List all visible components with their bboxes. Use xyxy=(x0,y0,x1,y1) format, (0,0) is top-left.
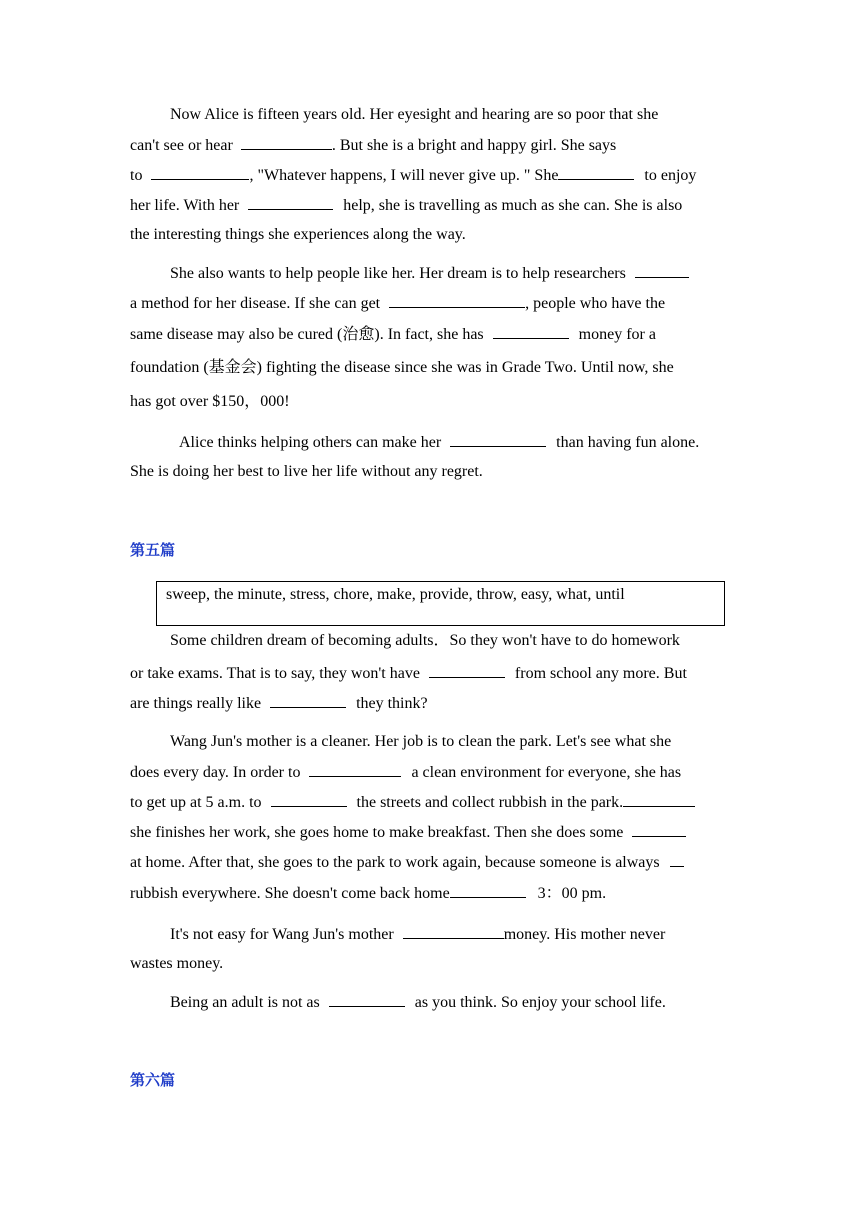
answer-blank[interactable] xyxy=(429,663,505,678)
answer-blank[interactable] xyxy=(450,883,526,898)
text-line: at home. After that, she goes to the park to work again, because someone is always xyxy=(130,852,684,873)
text-line: can't see or hear . But she is a bright and happy girl. She says xyxy=(130,137,617,154)
text-line: she finishes her work, she goes home to make breakfast. Then she does some xyxy=(130,822,686,843)
answer-blank[interactable] xyxy=(450,432,546,447)
answer-blank[interactable] xyxy=(493,324,569,339)
word-bank-box xyxy=(156,581,725,626)
text-line: to , "Whatever happens, I will never give up. " She to enjoy xyxy=(130,167,697,184)
answer-blank[interactable] xyxy=(558,165,634,180)
text-line: Some children dream of becoming adults．So they won't have to do homework xyxy=(170,632,680,649)
answer-blank[interactable] xyxy=(403,924,504,939)
text-line: same disease may also be cured (治愈). In fact, she has money for a xyxy=(130,326,656,343)
text-line: rubbish everywhere. She doesn't come back home 3：00 pm. xyxy=(130,885,607,902)
answer-blank[interactable] xyxy=(270,693,346,708)
answer-blank[interactable] xyxy=(241,135,332,150)
text-line: a method for her disease. If she can get , people who have the xyxy=(130,295,666,312)
answer-blank[interactable] xyxy=(635,263,689,278)
answer-blank[interactable] xyxy=(271,792,347,807)
answer-blank[interactable] xyxy=(623,792,695,807)
text-line: her life. With her help, she is travelling as much as she can. She is also xyxy=(130,197,683,214)
text-line: Being an adult is not as as you think. So enjoy your school life. xyxy=(170,994,666,1011)
text-line: She also wants to help people like her. Her dream is to help researchers xyxy=(170,263,689,284)
text-line: Wang Jun's mother is a cleaner. Her job is to clean the park. Let's see what she xyxy=(170,733,672,750)
text-line: does every day. In order to a clean environment for everyone, she has xyxy=(130,764,682,781)
text-line: Alice thinks helping others can make her than having fun alone. xyxy=(179,434,700,451)
text-line: She is doing her best to live her life without any regret. xyxy=(130,463,483,480)
answer-blank[interactable] xyxy=(309,762,401,777)
answer-blank[interactable] xyxy=(151,165,249,180)
text-line: wastes money. xyxy=(130,955,224,972)
text-line: to get up at 5 a.m. to the streets and collect rubbish in the park. xyxy=(130,792,695,813)
answer-blank[interactable] xyxy=(248,195,333,210)
answer-blank[interactable] xyxy=(389,293,525,308)
answer-blank[interactable] xyxy=(670,852,684,867)
text-line: the interesting things she experiences along the way. xyxy=(130,226,466,243)
answer-blank[interactable] xyxy=(632,822,686,837)
text-line: foundation (基金会) fighting the disease since she was in Grade Two. Until now, she xyxy=(130,359,674,376)
text-line: It's not easy for Wang Jun's mother money. His mother never xyxy=(170,926,666,943)
word-bank-list: sweep, the minute, stress, chore, make, provide, throw, easy, what, until xyxy=(166,586,625,603)
answer-blank[interactable] xyxy=(329,992,405,1007)
text-line: Now Alice is fifteen years old. Her eyesight and hearing are so poor that she xyxy=(170,106,659,123)
text-line: or take exams. That is to say, they won't have from school any more. But xyxy=(130,665,687,682)
text-line: has got over $150，000! xyxy=(130,393,290,410)
section-heading: 第五篇 xyxy=(130,541,176,559)
text-line: are things really like they think? xyxy=(130,695,428,712)
section-heading: 第六篇 xyxy=(130,1071,176,1089)
